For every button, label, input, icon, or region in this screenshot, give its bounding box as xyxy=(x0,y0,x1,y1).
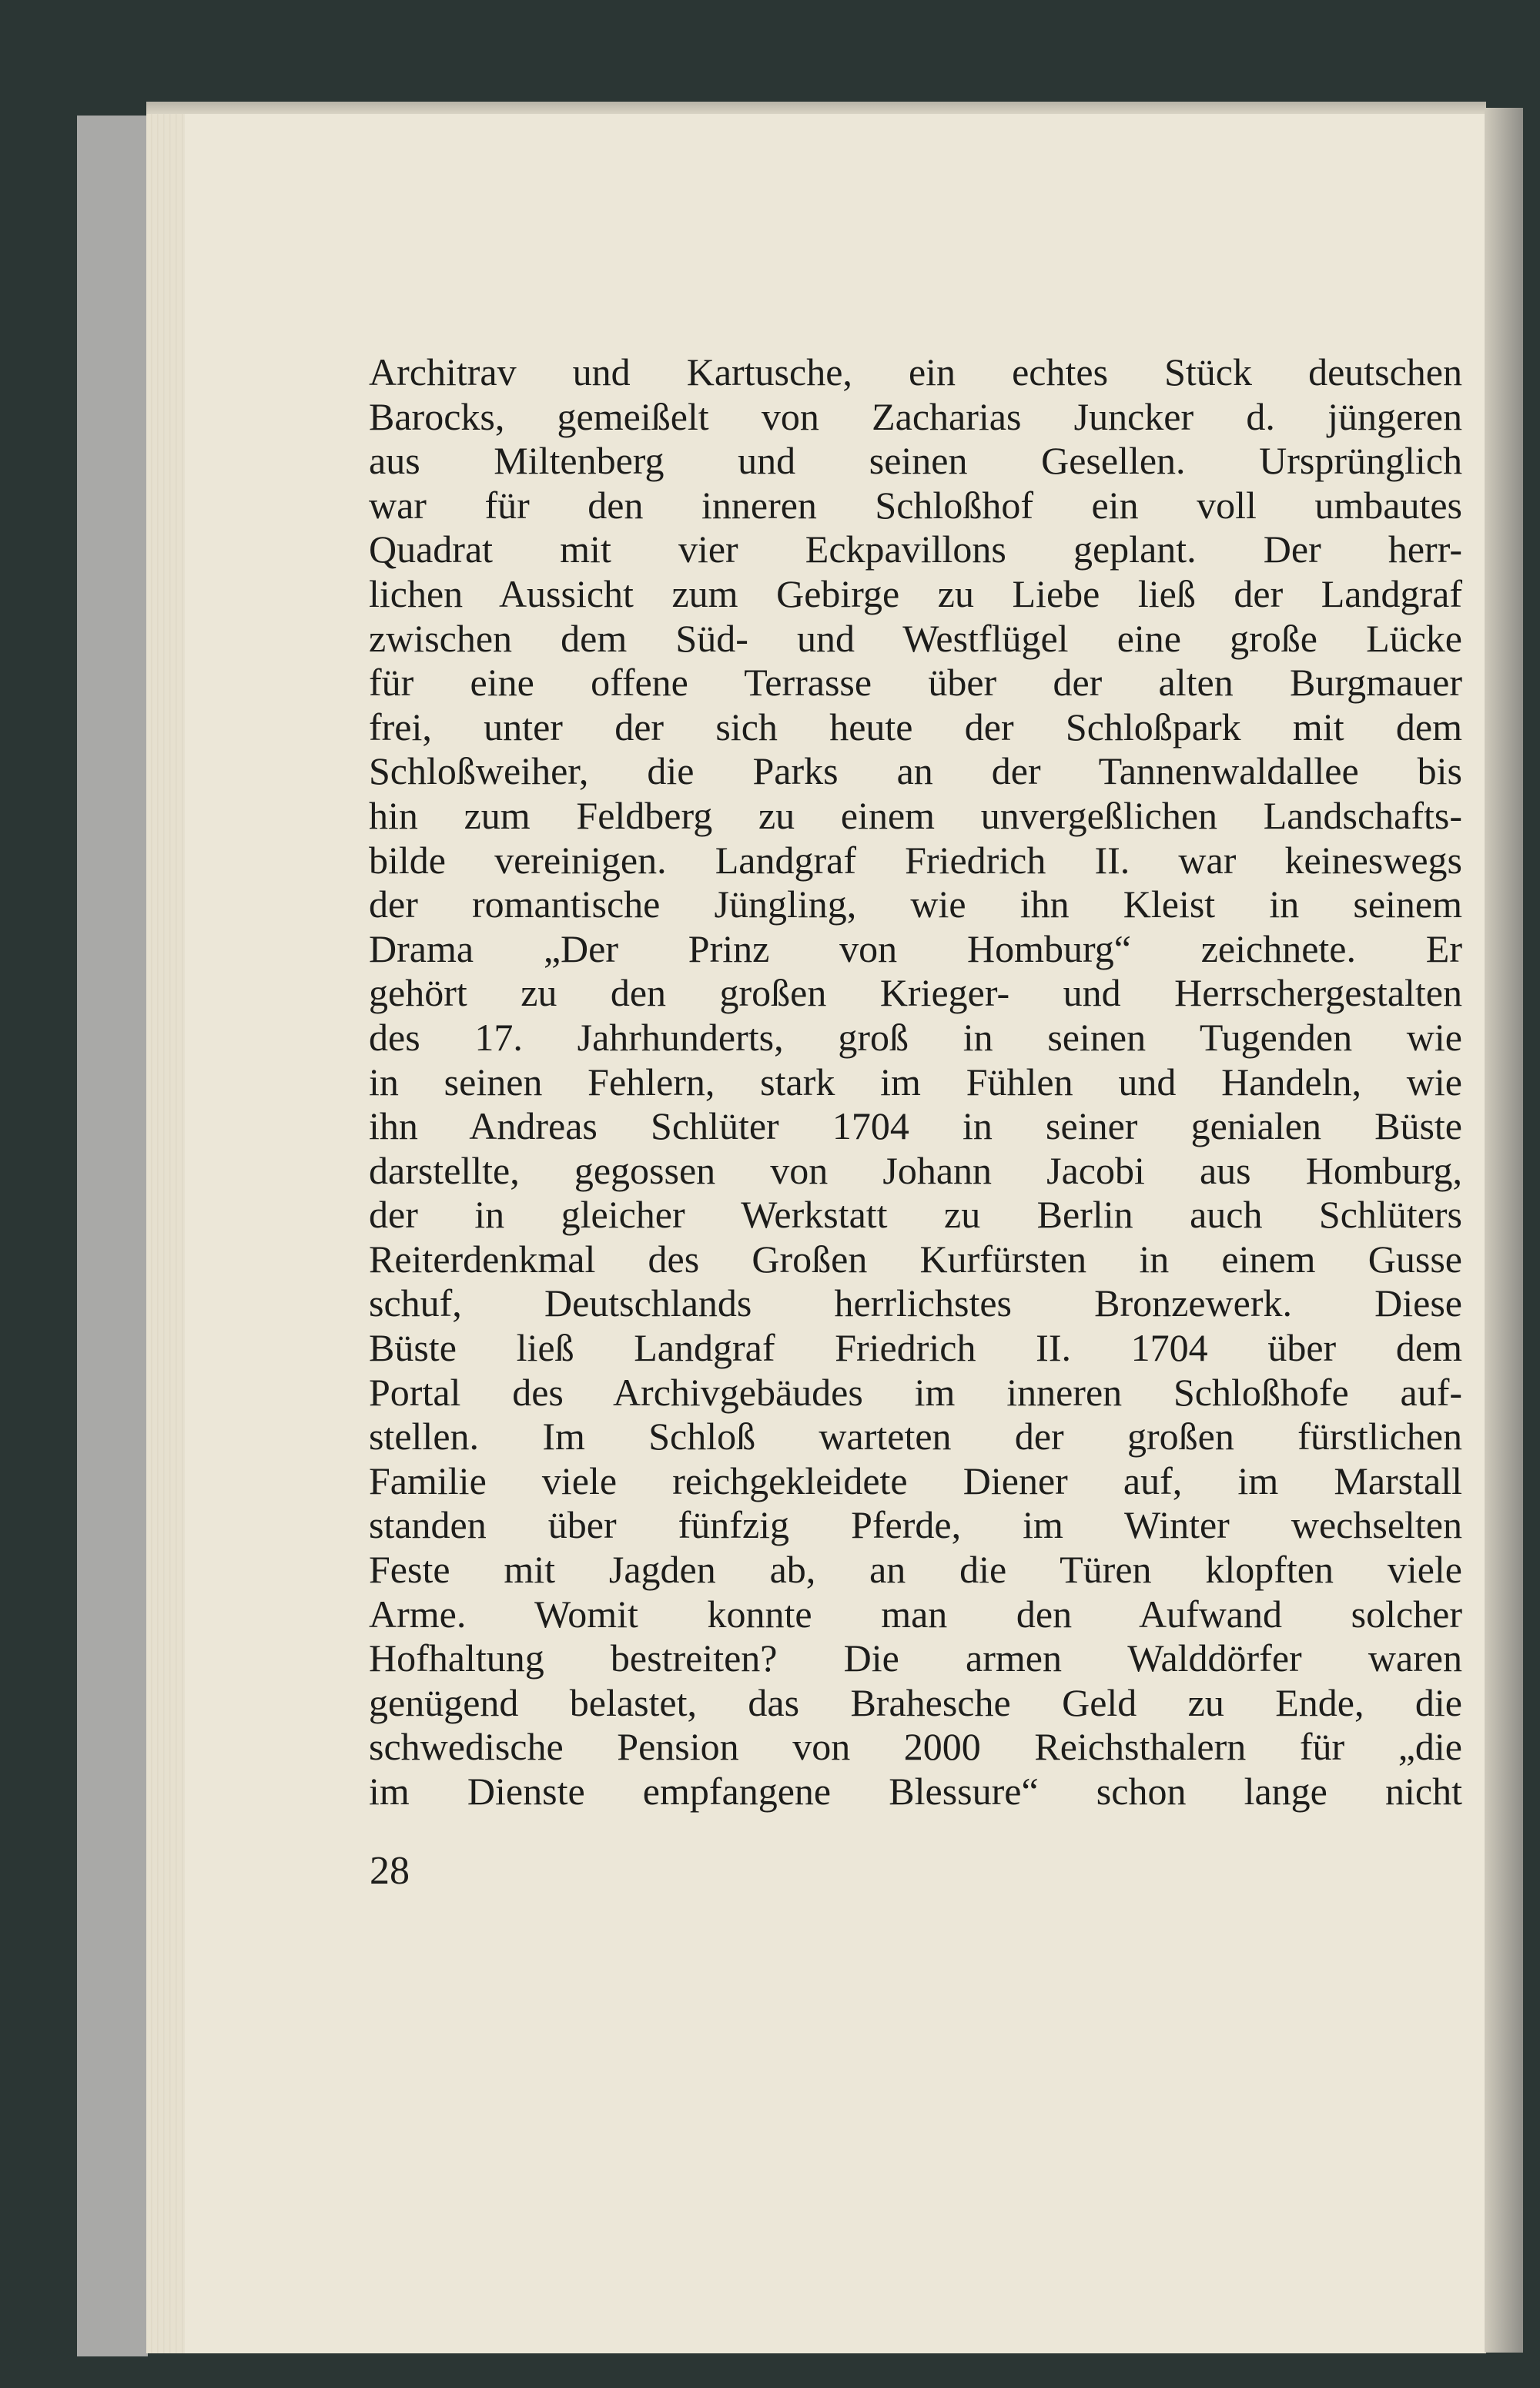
text-line: zwischen dem Süd- und Westflügel eine große Lücke xyxy=(369,616,1462,660)
page-number: 28 xyxy=(370,1849,410,1893)
page-stack-edges xyxy=(146,114,185,2353)
page-right-edge xyxy=(1485,108,1523,2353)
text-line: der in gleicher Werkstatt zu Berlin auch Schlüters xyxy=(369,1193,1462,1237)
text-line: hin zum Feldberg zu einem unvergeßlichen Landschafts- xyxy=(369,793,1462,837)
text-line: genügend belastet, das Brahesche Geld zu Ende, die xyxy=(369,1680,1462,1724)
text-line: Portal des Archivgebäudes im inneren Schloßhofe auf- xyxy=(369,1370,1462,1414)
text-line: für eine offene Terrasse über der alten Burgmauer xyxy=(369,661,1462,705)
text-line: standen über fünfzig Pferde, im Winter wechselten xyxy=(369,1503,1462,1547)
text-line: in seinen Fehlern, stark im Fühlen und Handeln, wie xyxy=(369,1060,1462,1104)
text-line: aus Miltenberg und seinen Gesellen. Ursprünglich xyxy=(369,439,1462,483)
text-line: gehört zu den großen Krieger- und Herrschergestalten xyxy=(369,971,1462,1015)
text-line: lichen Aussicht zum Gebirge zu Liebe ließ der Landgraf xyxy=(369,571,1462,615)
book-cover-edge xyxy=(77,116,148,2356)
text-line: des 17. Jahrhunderts, groß in seinen Tugenden wie xyxy=(369,1015,1462,1059)
body-text xyxy=(369,350,1462,1814)
text-line: Hofhaltung bestreiten? Die armen Walddörfer waren xyxy=(369,1636,1462,1680)
text-line: Architrav und Kartusche, ein echtes Stück deutschen xyxy=(369,350,1462,394)
text-line: Büste ließ Landgraf Friedrich II. 1704 über dem xyxy=(369,1326,1462,1370)
text-line: Arme. Womit konnte man den Aufwand solcher xyxy=(369,1592,1462,1636)
text-line: schuf, Deutschlands herrlichstes Bronzewerk. Diese xyxy=(369,1281,1462,1325)
text-line: bilde vereinigen. Landgraf Friedrich II. war keineswegs xyxy=(369,838,1462,882)
text-line: frei, unter der sich heute der Schloßpark mit dem xyxy=(369,705,1462,749)
text-line: Reiterdenkmal des Großen Kurfürsten in einem Gusse xyxy=(369,1237,1462,1281)
text-line: darstellte, gegossen von Johann Jacobi aus Homburg, xyxy=(369,1148,1462,1192)
text-line: im Dienste empfangene Blessure“ schon lange nicht xyxy=(369,1770,1462,1813)
text-line: Drama „Der Prinz von Homburg“ zeichnete. Er xyxy=(369,926,1462,970)
text-line: Quadrat mit vier Eckpavillons geplant. Der herr- xyxy=(369,528,1462,571)
text-line: Barocks, gemeißelt von Zacharias Juncker d. jüngeren xyxy=(369,394,1462,438)
text-line: Schloßweiher, die Parks an der Tannenwaldallee bis xyxy=(369,749,1462,793)
text-line: Familie viele reichgekleidete Diener auf, im Marstall xyxy=(369,1459,1462,1502)
text-line: Feste mit Jagden ab, an die Türen klopften viele xyxy=(369,1548,1462,1592)
text-line: stellen. Im Schloß warteten der großen fürstlichen xyxy=(369,1415,1462,1459)
text-line: war für den inneren Schloßhof ein voll umbautes xyxy=(369,483,1462,527)
text-line: schwedische Pension von 2000 Reichsthalern für „die xyxy=(369,1725,1462,1769)
text-line: der romantische Jüngling, wie ihn Kleist in seinem xyxy=(369,883,1462,926)
text-line: ihn Andreas Schlüter 1704 in seiner genialen Büste xyxy=(369,1104,1462,1148)
